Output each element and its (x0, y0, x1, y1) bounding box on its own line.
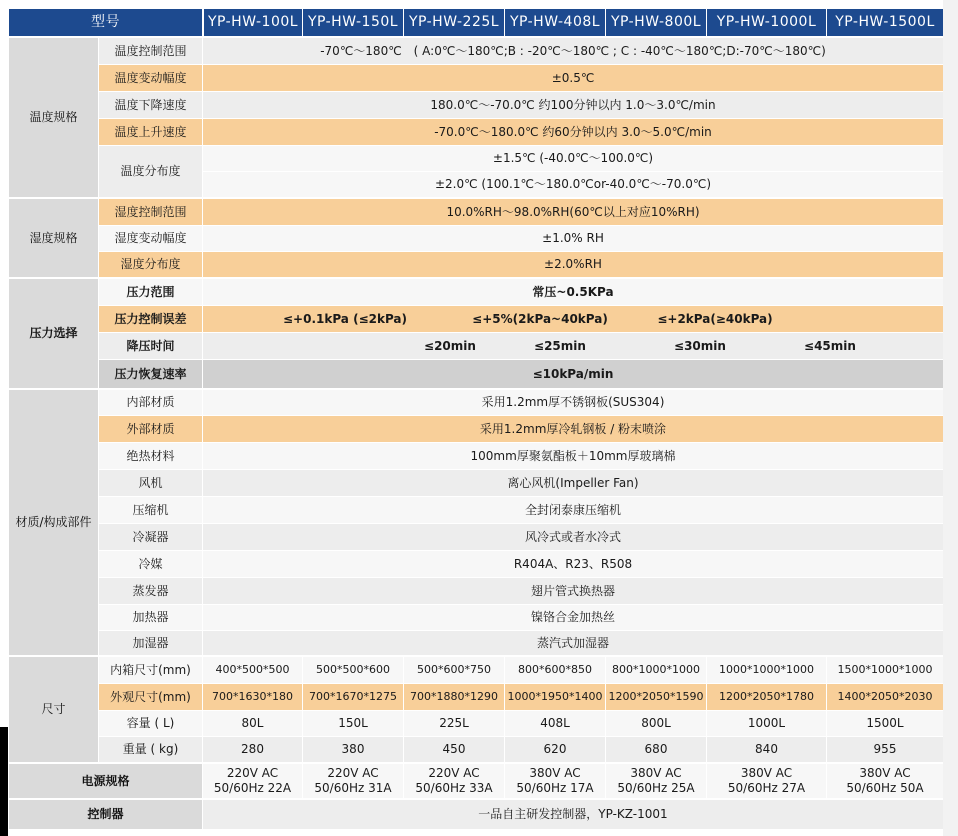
controller-value: 一品自主研发控制器，YP-KZ-1001 (203, 800, 943, 829)
power-cell (505, 764, 605, 798)
header-model-4: YP-HW-408L (505, 9, 605, 36)
power-cell (606, 764, 706, 798)
row-value: ≤+2kPa(≥40kPa) (615, 306, 815, 332)
row-value: 采用1.2mm厚不锈钢板(SUS304) (203, 390, 943, 415)
left-edge-dark (0, 727, 8, 836)
row-label: 风机 (99, 470, 202, 496)
row-label: 冷凝器 (99, 524, 202, 550)
section-title-4: 材质/构成部件 (9, 390, 98, 655)
row-value: 180.0℃～-70.0℃ 约100分钟以内 1.0～3.0℃/min (203, 92, 943, 118)
row-value: 风冷式或者水冷式 (203, 524, 943, 550)
power-cell (404, 764, 504, 798)
row-value: 840 (707, 737, 826, 762)
power-frequency: 50/60Hz 33A (415, 781, 493, 795)
row-value: 常压~0.5KPa (203, 279, 943, 305)
row-label: 加热器 (99, 605, 202, 630)
row-value: 离心风机(Impeller Fan) (203, 470, 943, 496)
row-value: 1500*1000*1000 (827, 657, 943, 683)
power-voltage: 220V AC (226, 766, 279, 780)
row-value: ±1.0% RH (203, 226, 943, 251)
power-cell (827, 764, 943, 798)
row-value: ±1.5℃ (-40.0℃～100.0℃) (203, 146, 943, 171)
row-value: 80L (203, 711, 302, 736)
power-frequency: 50/60Hz 27A (727, 781, 806, 795)
section-title-2: 湿度规格 (9, 199, 98, 277)
row-label: 湿度分布度 (99, 252, 202, 277)
row-value: 955 (827, 737, 943, 762)
row-value: 1000*1950*1400 (505, 684, 605, 710)
row-label: 冷媒 (99, 551, 202, 577)
row-value: 采用1.2mm厚冷轧钢板 / 粉末喷涂 (203, 416, 943, 442)
row-label: 压力恢复速率 (99, 360, 202, 388)
row-value: 225L (404, 711, 504, 736)
row-label: 降压时间 (99, 333, 202, 359)
row-value: 翅片管式换热器 (203, 578, 943, 604)
power-voltage: 380V AC (630, 766, 682, 780)
power-frequency: 50/60Hz 31A (314, 781, 392, 795)
row-value: ±2.0℃ (100.1℃～180.0℃or-40.0℃～-70.0℃) (203, 172, 943, 197)
row-value: 400*500*500 (203, 657, 302, 683)
power-voltage: 380V AC (740, 766, 793, 780)
power-cell (303, 764, 403, 798)
right-edge (943, 0, 958, 836)
row-value: 1500L (827, 711, 943, 736)
row-value: 1400*2050*2030 (827, 684, 943, 710)
row-label: 温度控制范围 (99, 38, 202, 64)
power-voltage: 380V AC (529, 766, 581, 780)
row-value: 800L (606, 711, 706, 736)
row-value: -70.0℃～180.0℃ 约60分钟以内 3.0～5.0℃/min (203, 119, 943, 145)
power-frequency: 50/60Hz 22A (213, 781, 292, 795)
row-value: 380 (303, 737, 403, 762)
header-model-5: YP-HW-800L (606, 9, 706, 36)
row-value: 1000L (707, 711, 826, 736)
power-cell (707, 764, 826, 798)
row-label: 加湿器 (99, 631, 202, 655)
row-label: 容量 ( L) (99, 711, 202, 736)
row-label: 绝热材料 (99, 443, 202, 469)
row-value: ≤20min (380, 333, 520, 359)
row-value: 150L (303, 711, 403, 736)
header-model-label: 型号 (9, 9, 202, 36)
row-value: ≤45min (760, 333, 900, 359)
row-value: ±0.5℃ (203, 65, 943, 91)
power-voltage: 220V AC (428, 766, 480, 780)
row-value: ≤30min (640, 333, 760, 359)
row-value: ≤+5%(2kPa~40kPa) (445, 306, 635, 332)
row-value: R404A、R23、R508 (203, 551, 943, 577)
row-value: 280 (203, 737, 302, 762)
row-label: 压力控制误差 (99, 306, 202, 332)
row-value: 450 (404, 737, 504, 762)
row-label: 湿度控制范围 (99, 199, 202, 225)
header-model-6: YP-HW-1000L (707, 9, 826, 36)
row-label: 外观尺寸(mm) (99, 684, 202, 710)
row-value: 全封闭泰康压缩机 (203, 497, 943, 523)
row-label: 温度上升速度 (99, 119, 202, 145)
power-frequency: 50/60Hz 17A (516, 781, 594, 795)
row-value: 620 (505, 737, 605, 762)
row-label: 压力范围 (99, 279, 202, 305)
row-value: ≤+0.1kPa (≤2kPa) (225, 306, 465, 332)
section-title-3: 压力选择 (9, 279, 98, 388)
section-title-6: 电源规格 (9, 764, 202, 798)
row-label: 蒸发器 (99, 578, 202, 604)
header-model-3: YP-HW-225L (404, 9, 504, 36)
row-value: 700*1630*180 (203, 684, 302, 710)
row-value: 700*1670*1275 (303, 684, 403, 710)
row-label: 重量 ( kg) (99, 737, 202, 762)
row-label: 温度变动幅度 (99, 65, 202, 91)
power-voltage: 220V AC (327, 766, 379, 780)
power-voltage: 380V AC (859, 766, 911, 780)
row-value: 800*1000*1000 (606, 657, 706, 683)
row-value: 蒸汽式加湿器 (203, 631, 943, 655)
row-value: ≤25min (500, 333, 620, 359)
power-frequency: 50/60Hz 25A (617, 781, 695, 795)
row-label: 压缩机 (99, 497, 202, 523)
row-value: ≤10kPa/min (203, 360, 943, 388)
header-model-7: YP-HW-1500L (827, 9, 943, 36)
row-value: 1000*1000*1000 (707, 657, 826, 683)
row-label: 温度分布度 (99, 146, 202, 197)
row-label: 湿度变动幅度 (99, 226, 202, 251)
row-value: 500*500*600 (303, 657, 403, 683)
row-value: 680 (606, 737, 706, 762)
section-title-7: 控制器 (9, 800, 202, 829)
row-value: 1200*2050*1780 (707, 684, 826, 710)
row-value: 1200*2050*1590 (606, 684, 706, 710)
row-value: 镍铬合金加热丝 (203, 605, 943, 630)
row-value: 408L (505, 711, 605, 736)
row-value: 500*600*750 (404, 657, 504, 683)
power-cell (203, 764, 302, 798)
header-model-1: YP-HW-100L (204, 9, 302, 36)
power-frequency: 50/60Hz 50A (846, 781, 924, 795)
row-value: ±2.0%RH (203, 252, 943, 277)
section-title-5: 尺寸 (9, 657, 98, 762)
row-value: -70℃～180℃ ( A:0℃～180℃;B : -20℃～180℃ ; C : -40℃～180℃;D:-70℃～180℃) (203, 38, 943, 64)
row-value: 800*600*850 (505, 657, 605, 683)
row-label: 内部材质 (99, 390, 202, 415)
header-model-2: YP-HW-150L (303, 9, 403, 36)
row-label: 温度下降速度 (99, 92, 202, 118)
row-label: 内箱尺寸(mm) (99, 657, 202, 683)
row-label: 外部材质 (99, 416, 202, 442)
row-value: 100mm厚聚氨酯板＋10mm厚玻璃棉 (203, 443, 943, 469)
section-title-1: 温度规格 (9, 38, 98, 197)
row-value: 700*1880*1290 (404, 684, 504, 710)
row-value: 10.0%RH～98.0%RH(60℃以上对应10%RH) (203, 199, 943, 225)
